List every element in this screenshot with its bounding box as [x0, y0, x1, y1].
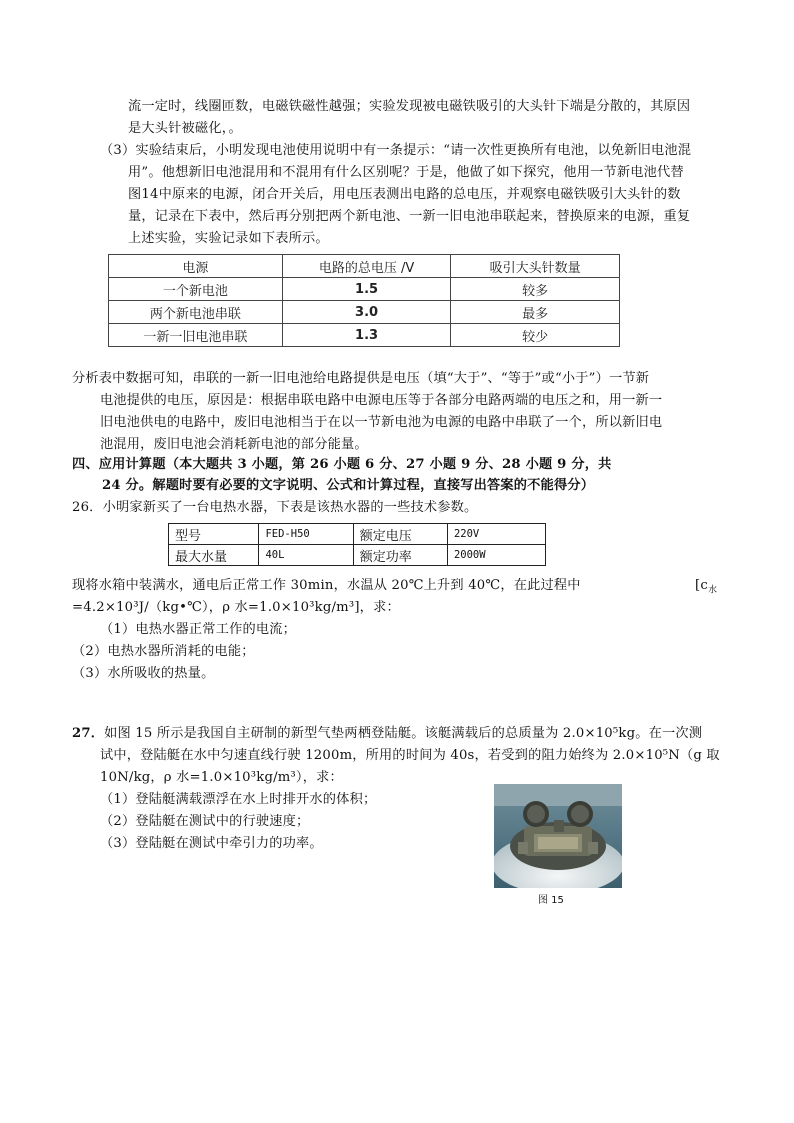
table-cell: 一新一旧电池串联 [109, 324, 283, 347]
table-row [109, 278, 620, 301]
table-cell: 型号 [169, 524, 259, 545]
table-cell: 1.5 [282, 278, 451, 301]
q26-sub-2: （2）电热水器所消耗的电能； [72, 644, 255, 659]
q27-sub-3: （3）登陆艇在测试中牵引力的功率。 [100, 836, 323, 851]
header-total-voltage: 电路的总电压 /V [282, 255, 451, 278]
q27-sub-1: （1）登陆艇满载漂浮在水上时排开水的体积； [100, 792, 377, 807]
table-cell: 较多 [451, 278, 620, 301]
q26-c-symbol: [c [695, 578, 708, 593]
header-pin-count: 吸引大头针数量 [451, 255, 620, 278]
battery-table [108, 254, 620, 347]
q27-number: 27． [72, 726, 105, 741]
table-cell: 较少 [451, 324, 620, 347]
analysis-line-2: 电池提供的电压，原因是：根据串联电路中电源电压等于各部分电路两端的电压之和，用一新一 [100, 393, 663, 408]
header-power-source: 电源 [109, 255, 283, 278]
q26-condition-line-2: =4.2×10³J/（kg•℃），ρ 水=1.0×10³kg/m³]，求： [72, 600, 400, 615]
q26-intro: 26．小明家新买了一台电热水器，下表是该热水器的一些技术参数。 [72, 500, 478, 515]
q26-c-subscript: 水 [707, 585, 718, 596]
table-cell: 2000W [447, 545, 545, 566]
table-cell: 额定功率 [353, 545, 447, 566]
hovercraft-photo [494, 784, 622, 888]
section-heading-line-1: 四、应用计算题（本大题共 3 小题，第 26 小题 6 分、27 小题 9 分、28 小题 9 分，共 [72, 457, 612, 472]
table-cell: 最大水量 [169, 545, 259, 566]
table-cell: 3.0 [282, 301, 451, 324]
q3-line-3: 图14中原来的电源，闭合开关后，用电压表测出电路的总电压，并观察电磁铁吸引大头针的数 [128, 187, 681, 202]
figure-caption: 图 15 [538, 895, 564, 906]
table-cell: 220V [447, 524, 545, 545]
table-cell: FED-H50 [259, 524, 353, 545]
table-row [109, 324, 620, 347]
q3-line-1: （3）实验结束后，小明发现电池使用说明中有一条提示：“请一次性更换所有电池，以免新旧电池混 [100, 143, 692, 158]
analysis-line-1: 分析表中数据可知，串联的一新一旧电池给电路提供是电压（填“大于”、“等于”或“小于”）一节新 [72, 371, 650, 386]
q27-sub-2: （2）登陆艇在测试中的行驶速度； [100, 814, 310, 829]
q26-sub-1: （1）电热水器正常工作的电流； [100, 622, 297, 637]
q27-line-1 [72, 723, 702, 745]
q26-condition-line-1: 现将水箱中装满水，通电后正常工作 30min，水温从 20℃上升到 40℃，在此过程中 [72, 578, 581, 593]
table-cell: 最多 [451, 301, 620, 324]
table-row [109, 301, 620, 324]
table-header-row [109, 255, 620, 278]
specs-table [168, 523, 546, 566]
section-heading-line-2: 24 分。解题时要有必要的文字说明、公式和计算过程，直接写出答案的不能得分） [102, 478, 595, 493]
continued-line-1: 流一定时，线圈匝数，电磁铁磁性越强；实验发现被电磁铁吸引的大头针下端是分散的，其原因 [128, 99, 691, 114]
analysis-line-4: 池混用，废旧电池会消耗新电池的部分能量。 [100, 437, 368, 452]
q26-condition-bracket [695, 575, 717, 602]
q26-sub-3: （3）水所吸收的热量。 [72, 666, 215, 681]
continued-line-2: 是大头针被磁化，。 [128, 121, 242, 136]
q3-line-4: 量，记录在下表中，然后再分别把两个新电池、一新一旧电池串联起来，替换原来的电源，重复 [128, 209, 691, 224]
q3-line-5: 上述实验，实验记录如下表所示。 [128, 231, 329, 246]
analysis-line-3: 旧电池供电的电路中，废旧电池相当于在以一节新电池为电源的电路中串联了一个，所以新旧电 [100, 415, 663, 430]
table-cell: 一个新电池 [109, 278, 283, 301]
q27-text-1: 如图 15 所示是我国自主研制的新型气垫两栖登陆艇。该艇满载后的总质量为 2.0×10⁵kg。在一次测 [104, 726, 703, 741]
table-row [169, 545, 546, 566]
table-cell: 40L [259, 545, 353, 566]
table-row [169, 524, 546, 545]
table-cell: 额定电压 [353, 524, 447, 545]
table-cell: 1.3 [282, 324, 451, 347]
q27-line-3: 10N/kg，ρ 水=1.0×10³kg/m³），求： [100, 770, 343, 785]
q3-line-2: 用”。他想新旧电池混用和不混用有什么区别呢？于是，他做了如下探究，他用一节新电池代替 [128, 165, 684, 180]
table-cell: 两个新电池串联 [109, 301, 283, 324]
q27-line-2: 试中，登陆艇在水中匀速直线行驶 1200m，所用的时间为 40s，若受到的阻力始终为 2.0×10⁵N（g 取 [100, 748, 720, 763]
